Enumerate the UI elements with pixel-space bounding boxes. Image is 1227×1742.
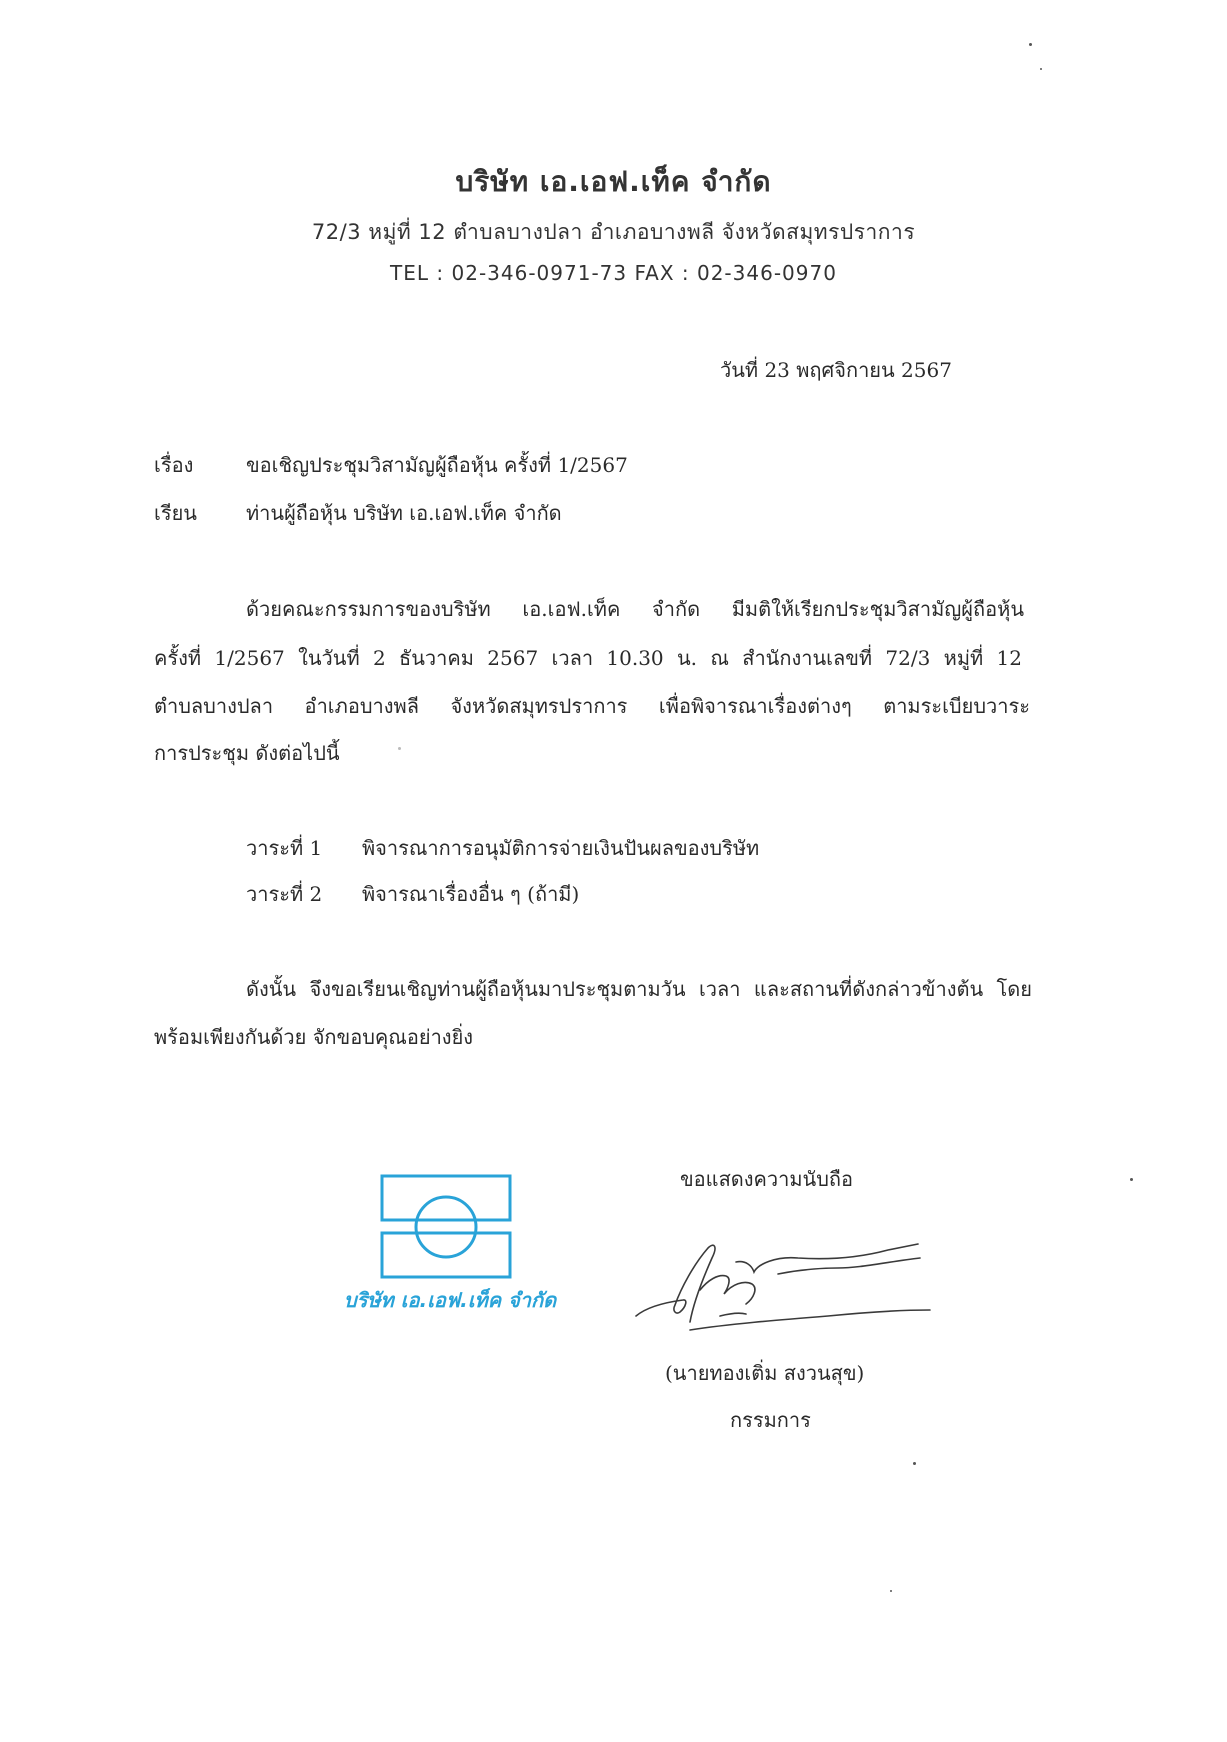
stamp-text: บริษัท เอ.เอฟ.เท็ค จำกัด	[343, 1288, 557, 1312]
agenda-1-text: พิจารณาการอนุมัติการจ่ายเงินปันผลของบริษัท	[362, 836, 760, 860]
agenda-2-label: วาระที่ 2	[246, 882, 323, 906]
salutation: ขอแสดงความนับถือ	[680, 1167, 854, 1191]
scan-speck	[913, 1462, 916, 1465]
signer-name: (นายทองเติ่ม สงวนสุข)	[665, 1361, 865, 1385]
scan-speck	[398, 747, 401, 750]
recipient-label: เรียน	[154, 501, 197, 525]
company-name: บริษัท เอ.เอฟ.เท็ค จำกัด	[455, 165, 772, 198]
closing-line-1: ดังนั้น จึงขอเรียนเชิญท่านผู้ถือหุ้นมาประชุมตามวัน เวลา และสถานที่ดังกล่าวข้างต้น โดย	[246, 977, 1032, 1001]
recipient-text: ท่านผู้ถือหุ้น บริษัท เอ.เอฟ.เท็ค จำกัด	[246, 501, 562, 525]
company-address: 72/3 หมู่ที่ 12 ตำบลบางปลา อำเภอบางพลี จังหวัดสมุทรปราการ	[311, 220, 916, 244]
closing-line-2: พร้อมเพียงกันด้วย จักขอบคุณอย่างยิ่ง	[154, 1025, 474, 1049]
scan-speck	[1040, 68, 1042, 70]
subject-text: ขอเชิญประชุมวิสามัญผู้ถือหุ้น ครั้งที่ 1/2567	[246, 453, 628, 477]
scan-speck	[1029, 43, 1032, 46]
subject-label: เรื่อง	[154, 453, 194, 477]
company-contact: TEL : 02-346-0971-73 FAX : 02-346-0970	[390, 261, 837, 285]
scan-speck	[890, 1590, 892, 1592]
body-line-1: ด้วยคณะกรรมการของบริษัท เอ.เอฟ.เท็ค จำกัด มีมติให้เรียกประชุมวิสามัญผู้ถือหุ้น	[246, 597, 1024, 621]
scan-speck	[1130, 1178, 1133, 1181]
signature-icon	[628, 1228, 938, 1338]
body-line-4: การประชุม ดังต่อไปนี้	[154, 741, 340, 765]
agenda-2-text: พิจารณาเรื่องอื่น ๆ (ถ้ามี)	[362, 882, 580, 906]
letter-date: วันที่ 23 พฤศจิกายน 2567	[720, 358, 952, 382]
signature	[628, 1228, 938, 1338]
body-line-3: ตำบลบางปลา อำเภอบางพลี จังหวัดสมุทรปราการ เพื่อพิจารณาเรื่องต่างๆ ตามระเบียบวาระ	[154, 694, 1030, 718]
signer-title: กรรมการ	[730, 1408, 811, 1432]
company-stamp	[340, 1172, 560, 1332]
body-line-2: ครั้งที่ 1/2567 ในวันที่ 2 ธันวาคม 2567 เวลา 10.30 น. ณ สำนักงานเลขที่ 72/3 หมู่ที่ 12	[154, 646, 1022, 670]
agenda-1-label: วาระที่ 1	[246, 836, 323, 860]
